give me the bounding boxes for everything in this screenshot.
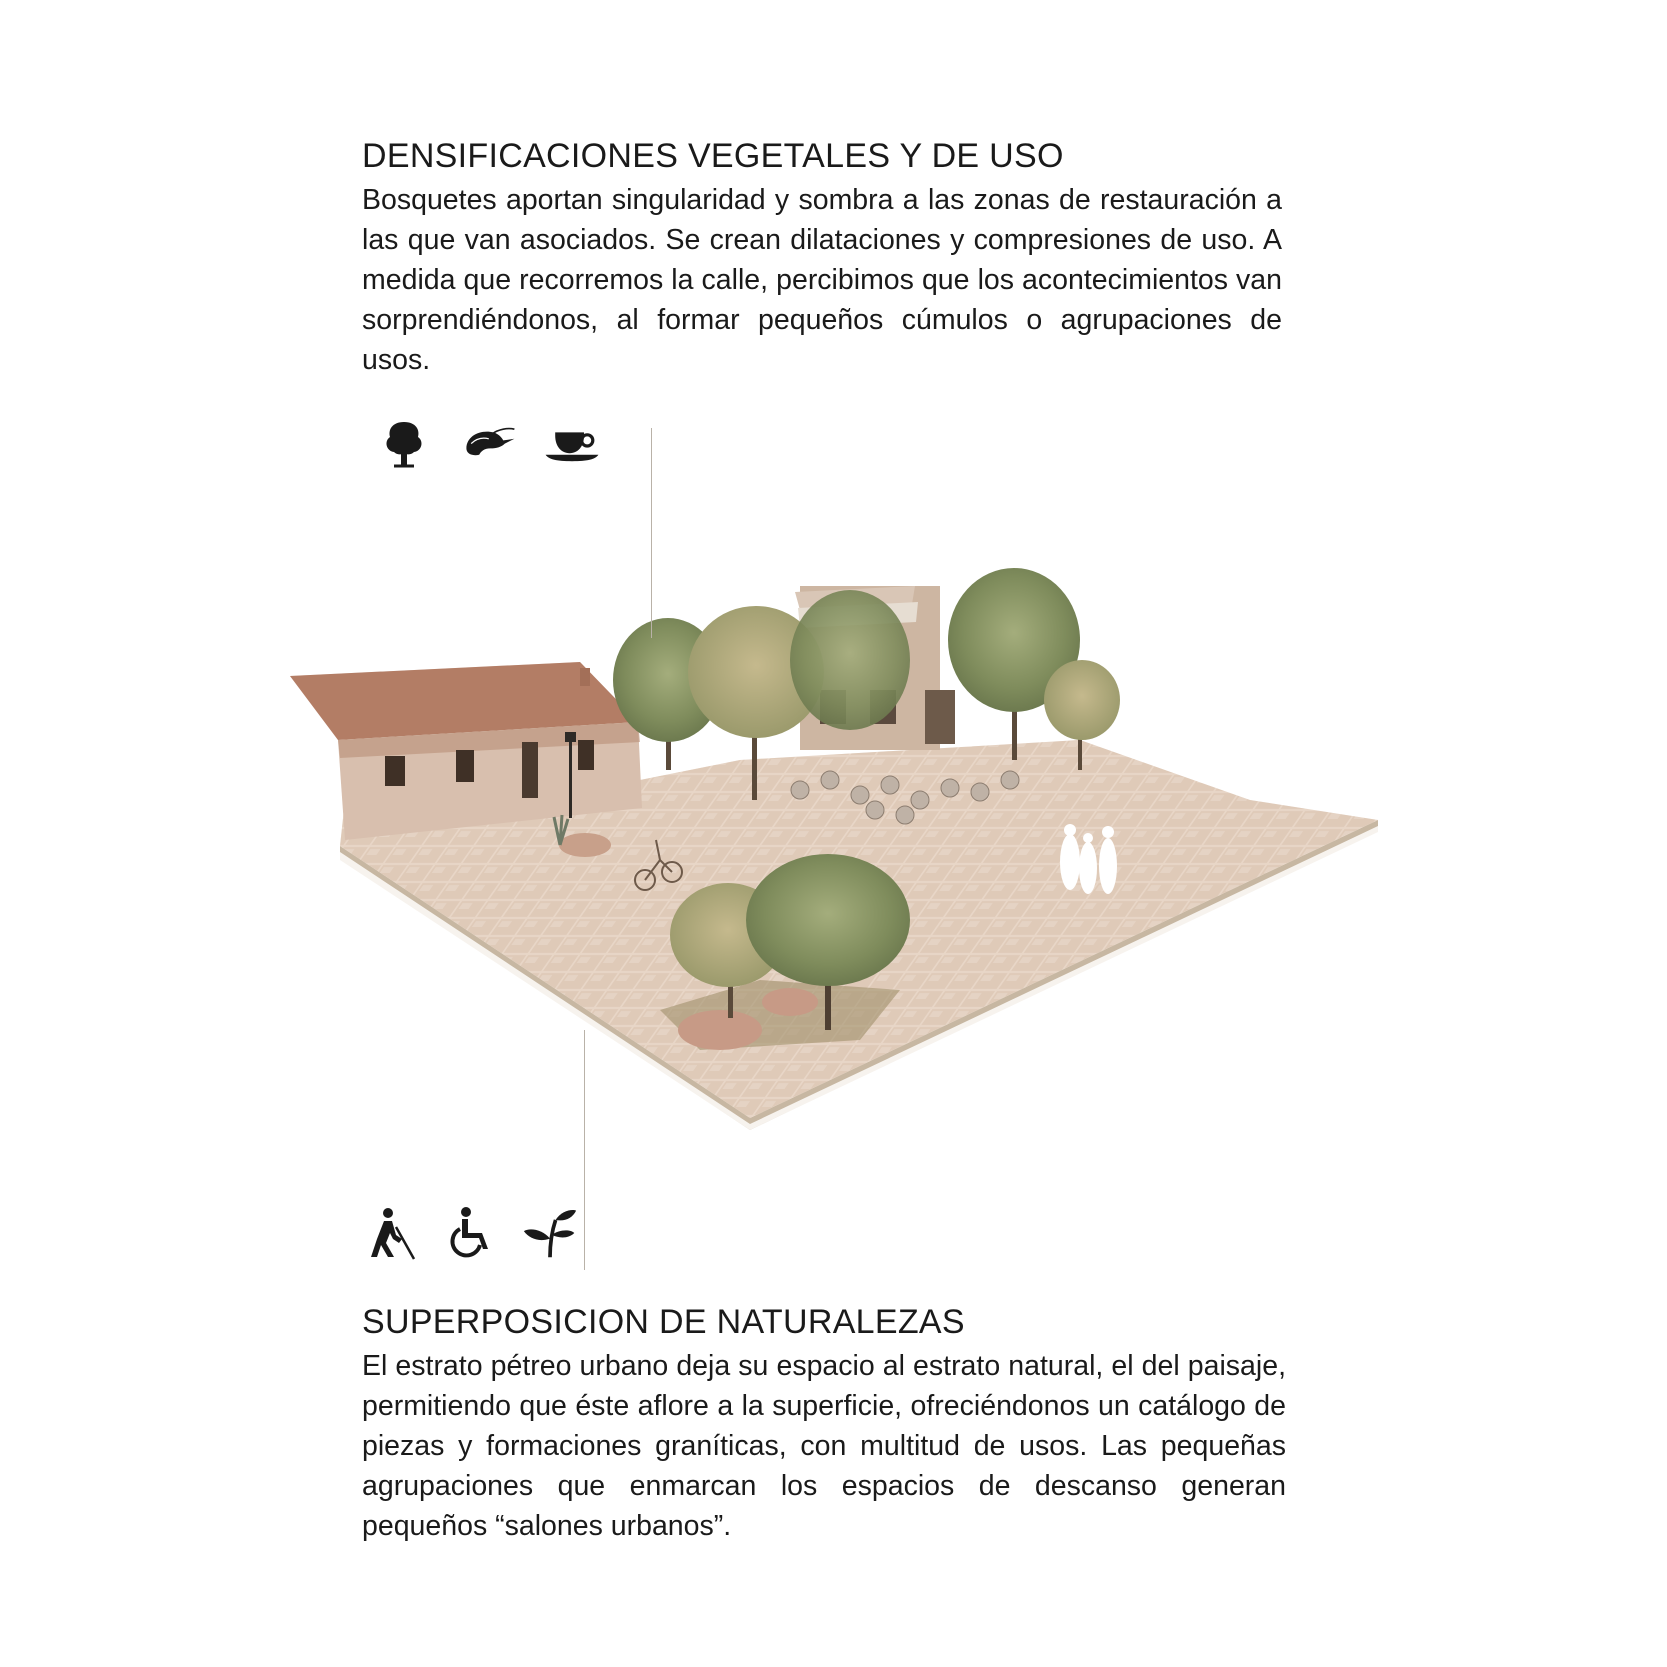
people-silhouettes — [1060, 824, 1117, 894]
section-superposicion — [362, 1302, 1286, 1546]
connector-line-bottom — [584, 1030, 585, 1270]
sprout-icon — [522, 1205, 578, 1261]
top-icon-row — [376, 414, 600, 470]
tree-icon — [376, 414, 432, 470]
wheelchair-icon — [444, 1205, 500, 1261]
connector-line-top — [651, 428, 652, 638]
bottom-icon-row — [366, 1205, 578, 1261]
section-heading: DENSIFICACIONES VEGETALES Y DE USO — [362, 137, 1064, 175]
blind-pedestrian-icon — [366, 1205, 422, 1261]
stone-house — [290, 662, 642, 840]
section-heading: SUPERPOSICION DE NATURALEZAS — [362, 1303, 965, 1341]
section-densificaciones — [362, 136, 1282, 380]
shrimp-icon — [460, 414, 516, 470]
coffee-cup-icon — [544, 414, 600, 470]
section-body: El estrato pétreo urbano deja su espacio al estrato natural, el del paisaje, permitiendo que éste aflore a la superficie, ofreciéndonos un catálogo de piezas y formaciones graníticas, con multitud de usos. Las pequeñas agrupaciones que enmarcan los espacios de descanso generan pequeños “salones urbanos”. — [362, 1350, 1286, 1542]
section-body: Bosquetes aportan singularidad y sombra a las zonas de restauración a las que van asociados. Se crean dilataciones y compresiones de uso. A medida que recorremos la calle, percibimos que los acontecimientos van sorprendiéndonos, al formar pequeños cúmulos o agrupaciones de usos. — [362, 184, 1282, 376]
granite-rock — [559, 833, 611, 857]
